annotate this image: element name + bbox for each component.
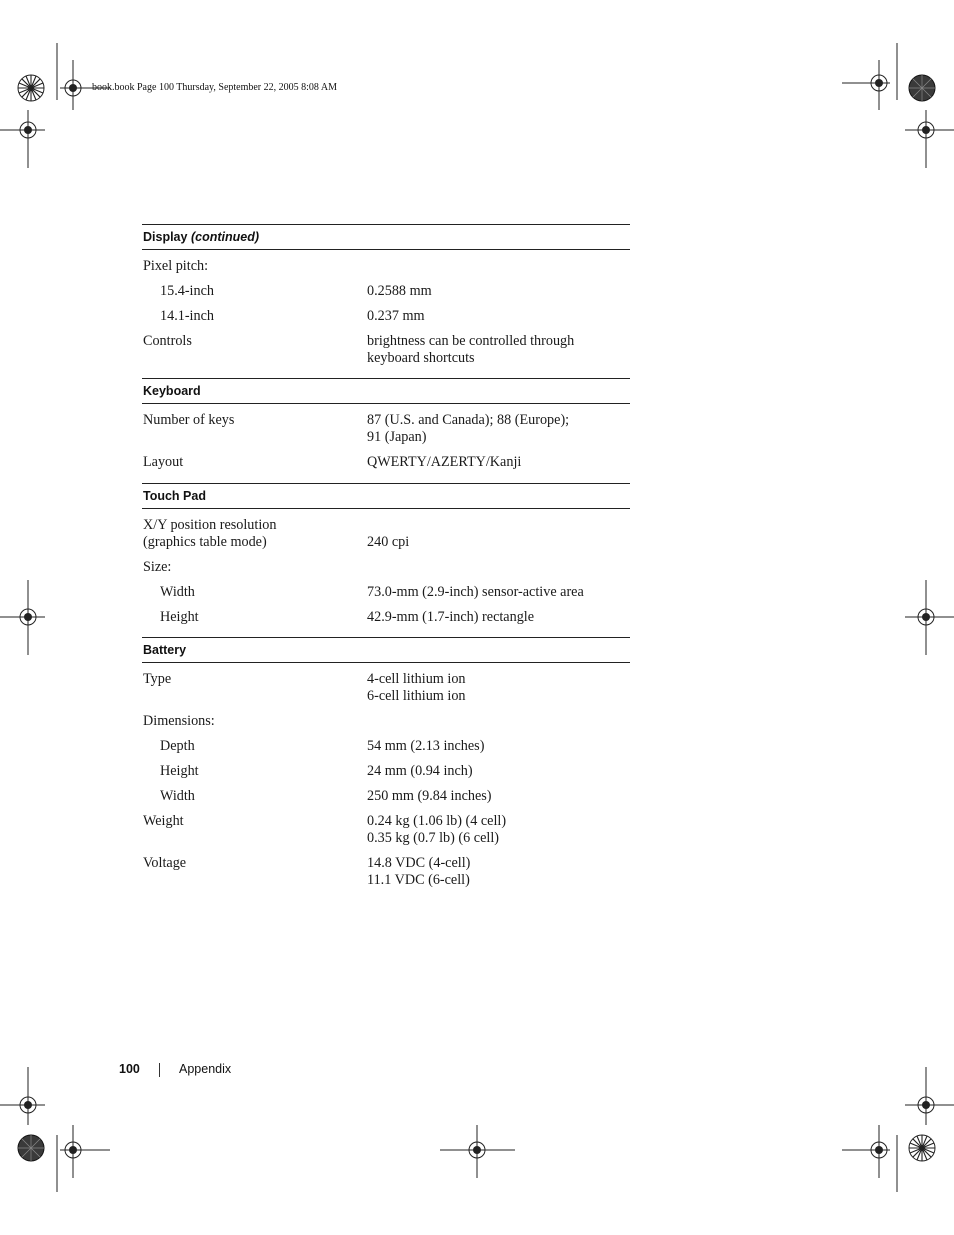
spec-row [142,788,630,805]
spec-label-line: (graphics table mode) [143,534,267,550]
spec-row [142,308,630,325]
spec-label [142,609,367,626]
footer-separator [159,1063,160,1077]
spec-label [142,517,367,551]
spec-value [367,258,630,275]
spec-value [367,308,630,325]
spec-label-line: Pixel pitch: [143,258,209,274]
spec-label [142,713,367,730]
spec-label-line: Voltage [143,855,187,871]
spec-value [367,333,630,367]
chapter-name: Appendix [179,1062,232,1076]
spec-label-line: Dimensions: [143,713,215,729]
spec-value [367,813,630,847]
spec-label-line: Type [143,671,172,687]
spec-value-line: 14.8 VDC (4-cell) [367,855,471,871]
spec-row [142,412,630,446]
spec-label-line: 15.4-inch [160,283,214,299]
section-header [142,483,630,509]
spec-row [142,738,630,755]
spec-value [367,559,630,576]
spec-row [142,763,630,780]
keyboard-section [142,378,630,471]
spec-label [142,559,367,576]
spec-row [142,671,630,705]
spec-value-line: QWERTY/AZERTY/Kanji [367,454,522,470]
battery-section [142,637,630,889]
spec-label [142,454,367,471]
spec-value-line: 42.9-mm (1.7-inch) rectangle [367,609,535,625]
section-title: Display [143,230,188,244]
spec-row [142,258,630,275]
spec-label [142,584,367,601]
spec-label [142,258,367,275]
section-header [142,637,630,663]
spec-value [367,763,630,780]
spec-value [367,738,630,755]
spec-row [142,283,630,300]
spec-value-line: 6-cell lithium ion [367,688,466,704]
spec-value [367,283,630,300]
spec-label-line: Weight [143,813,184,829]
section-title: Keyboard [143,384,201,398]
spec-label-line: Height [160,609,199,625]
spec-label [142,412,367,446]
page-number: 100 [119,1062,140,1076]
spec-label-line: Layout [143,454,184,470]
spec-label-line: Width [160,788,195,804]
spec-row [142,584,630,601]
spec-label [142,333,367,367]
spec-value-line: 0.2588 mm [367,283,432,299]
spec-value-line: 11.1 VDC (6-cell) [367,872,470,888]
spec-label-line: Number of keys [143,412,235,428]
spec-row [142,333,630,367]
spec-value [367,454,630,471]
display-section [142,224,630,367]
spec-value-line: 0.35 kg (0.7 lb) (6 cell) [367,830,499,846]
spec-label-line: Size: [143,559,172,575]
spec-row [142,813,630,847]
spec-value [367,584,630,601]
print-slug: book.book Page 100 Thursday, September 22, 2005 8:08 AM [92,82,337,93]
spec-label [142,855,367,889]
spec-value-line: 0.24 kg (1.06 lb) (4 cell) [367,813,507,829]
spec-label-line: Depth [160,738,195,754]
spec-row [142,609,630,626]
spec-row [142,713,630,730]
section-header [142,378,630,404]
spec-value-line: 250 mm (9.84 inches) [367,788,492,804]
section-title: Touch Pad [143,489,206,503]
spec-label-line: Height [160,763,199,779]
spec-row [142,454,630,471]
spec-value-line: 87 (U.S. and Canada); 88 (Europe); [367,412,570,428]
spec-label [142,671,367,705]
spec-value-line: brightness can be controlled through [367,333,575,349]
spec-value [367,855,630,889]
spec-label-line: X/Y position resolution [143,517,277,533]
spec-label [142,763,367,780]
spec-value-line: 91 (Japan) [367,429,427,445]
spec-row [142,559,630,576]
spec-label-line: 14.1-inch [160,308,214,324]
spec-value-line: 24 mm (0.94 inch) [367,763,473,779]
section-suffix: (continued) [190,230,259,244]
spec-label [142,788,367,805]
spec-label [142,813,367,847]
spec-value-line: keyboard shortcuts [367,350,475,366]
spec-value [367,609,630,626]
spec-value-line: 54 mm (2.13 inches) [367,738,485,754]
spec-label [142,308,367,325]
spec-label-line: Controls [143,333,192,349]
spec-value [367,671,630,705]
spec-label [142,283,367,300]
section-title: Battery [143,643,187,657]
spec-row [142,855,630,889]
spec-row [142,517,630,551]
spec-value [367,788,630,805]
spec-value [367,534,630,551]
spec-value-line: 4-cell lithium ion [367,671,466,687]
spec-value-line: 240 cpi [367,534,410,550]
spec-value-line: 0.237 mm [367,308,425,324]
spec-label-line: Width [160,584,195,600]
spec-value-line: 73.0-mm (2.9-inch) sensor-active area [367,584,584,600]
spec-value [367,713,630,730]
spec-label [142,738,367,755]
touch-pad-section [142,483,630,626]
section-header [142,224,630,250]
spec-value [367,412,630,446]
